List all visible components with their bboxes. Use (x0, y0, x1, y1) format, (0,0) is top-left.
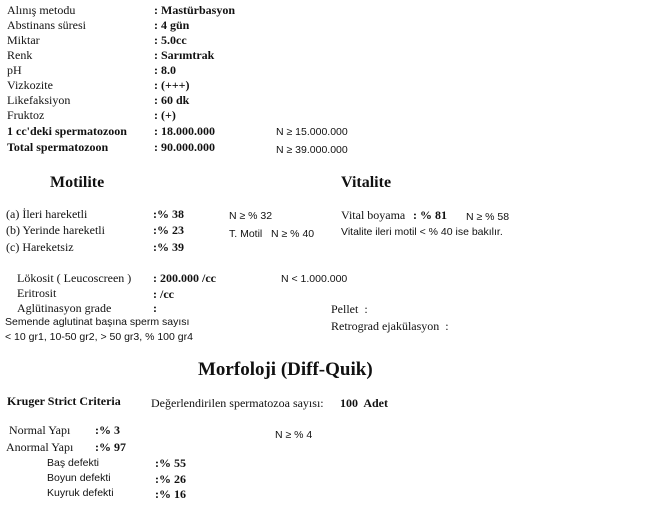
cell-label: Lökosit ( Leucoscreen ) (17, 271, 132, 285)
motilite-label: (a) İleri hareketli (6, 207, 88, 221)
motilite-ref: T. Motil N ≥ % 40 (229, 228, 315, 240)
defect-label: Baş defekti (47, 457, 99, 469)
param-label: Renk (7, 48, 33, 62)
param-label: Total spermatozoon (7, 140, 109, 154)
defect-value: :% 26 (155, 472, 186, 486)
anormal-value: :% 97 (95, 440, 126, 454)
vitalite-ref: N ≥ % 58 (466, 211, 510, 223)
normal-ref: N ≥ % 4 (275, 429, 313, 441)
cell-label: Aglütinasyon grade (17, 301, 112, 315)
cell-ref: N < 1.000.000 (281, 273, 348, 285)
normal-label: Normal Yapı (9, 423, 71, 437)
param-value: : 8.0 (154, 63, 176, 77)
vitalite-value: : % 81 (413, 208, 447, 222)
param-label: Miktar (7, 33, 40, 47)
aglutination-scale: < 10 gr1, 10-50 gr2, > 50 gr3, % 100 gr4 (5, 331, 193, 343)
normal-value: :% 3 (95, 423, 120, 437)
aglutination-note: Semende aglutinat başına sperm sayısı (5, 316, 190, 328)
param-value: : 5.0cc (154, 33, 187, 47)
kruger-criteria-label: Kruger Strict Criteria (7, 394, 121, 408)
motilite-heading: Motilite (50, 174, 105, 191)
motilite-value: :% 38 (153, 207, 184, 221)
param-value: : (+) (154, 108, 176, 122)
param-value: : 90.000.000 (154, 140, 215, 154)
param-value: : Sarımtrak (154, 48, 215, 62)
defect-label: Boyun defekti (47, 472, 111, 484)
param-ref: N ≥ 39.000.000 (276, 144, 348, 156)
param-label: pH (7, 63, 22, 77)
motilite-value: :% 39 (153, 240, 184, 254)
param-label: Alınış metodu (7, 3, 76, 17)
defect-label: Kuyruk defekti (47, 487, 114, 499)
vitalite-note: Vitalite ileri motil < % 40 ise bakılır. (341, 226, 503, 238)
motilite-label: (c) Hareketsiz (6, 240, 74, 254)
morfoloji-heading: Morfoloji (Diff-Quik) (198, 359, 373, 380)
param-value: : 18.000.000 (154, 124, 215, 138)
param-value: : (+++) (154, 78, 190, 92)
defect-value: :% 55 (155, 456, 186, 470)
param-label: Likefaksiyon (7, 93, 71, 107)
param-value: : Mastürbasyon (154, 3, 236, 17)
vitalite-heading: Vitalite (341, 174, 392, 191)
param-value: : 60 dk (154, 93, 190, 107)
motilite-value: :% 23 (153, 223, 184, 237)
count-value: 100 Adet (340, 396, 388, 410)
defect-value: :% 16 (155, 487, 186, 501)
param-label: Fruktoz (7, 108, 45, 122)
cell-label: Eritrosit (17, 286, 57, 300)
pellet-label: Pellet : (331, 302, 368, 316)
count-label: Değerlendirilen spermatozoa sayısı: (151, 396, 324, 410)
motilite-ref: N ≥ % 32 (229, 210, 273, 222)
param-label: Abstinans süresi (7, 18, 86, 32)
retrograd-label: Retrograd ejakülasyon : (331, 319, 449, 333)
param-label: 1 cc'deki spermatozoon (7, 124, 127, 138)
cell-value: : (153, 301, 157, 315)
param-value: : 4 gün (154, 18, 190, 32)
param-ref: N ≥ 15.000.000 (276, 126, 348, 138)
vitalite-label: Vital boyama (341, 208, 406, 222)
motilite-label: (b) Yerinde hareketli (6, 223, 105, 237)
cell-value: : 200.000 /cc (153, 271, 216, 285)
cell-value: : /cc (153, 287, 174, 301)
anormal-label: Anormal Yapı (6, 440, 74, 454)
param-label: Vizkozite (7, 78, 53, 92)
